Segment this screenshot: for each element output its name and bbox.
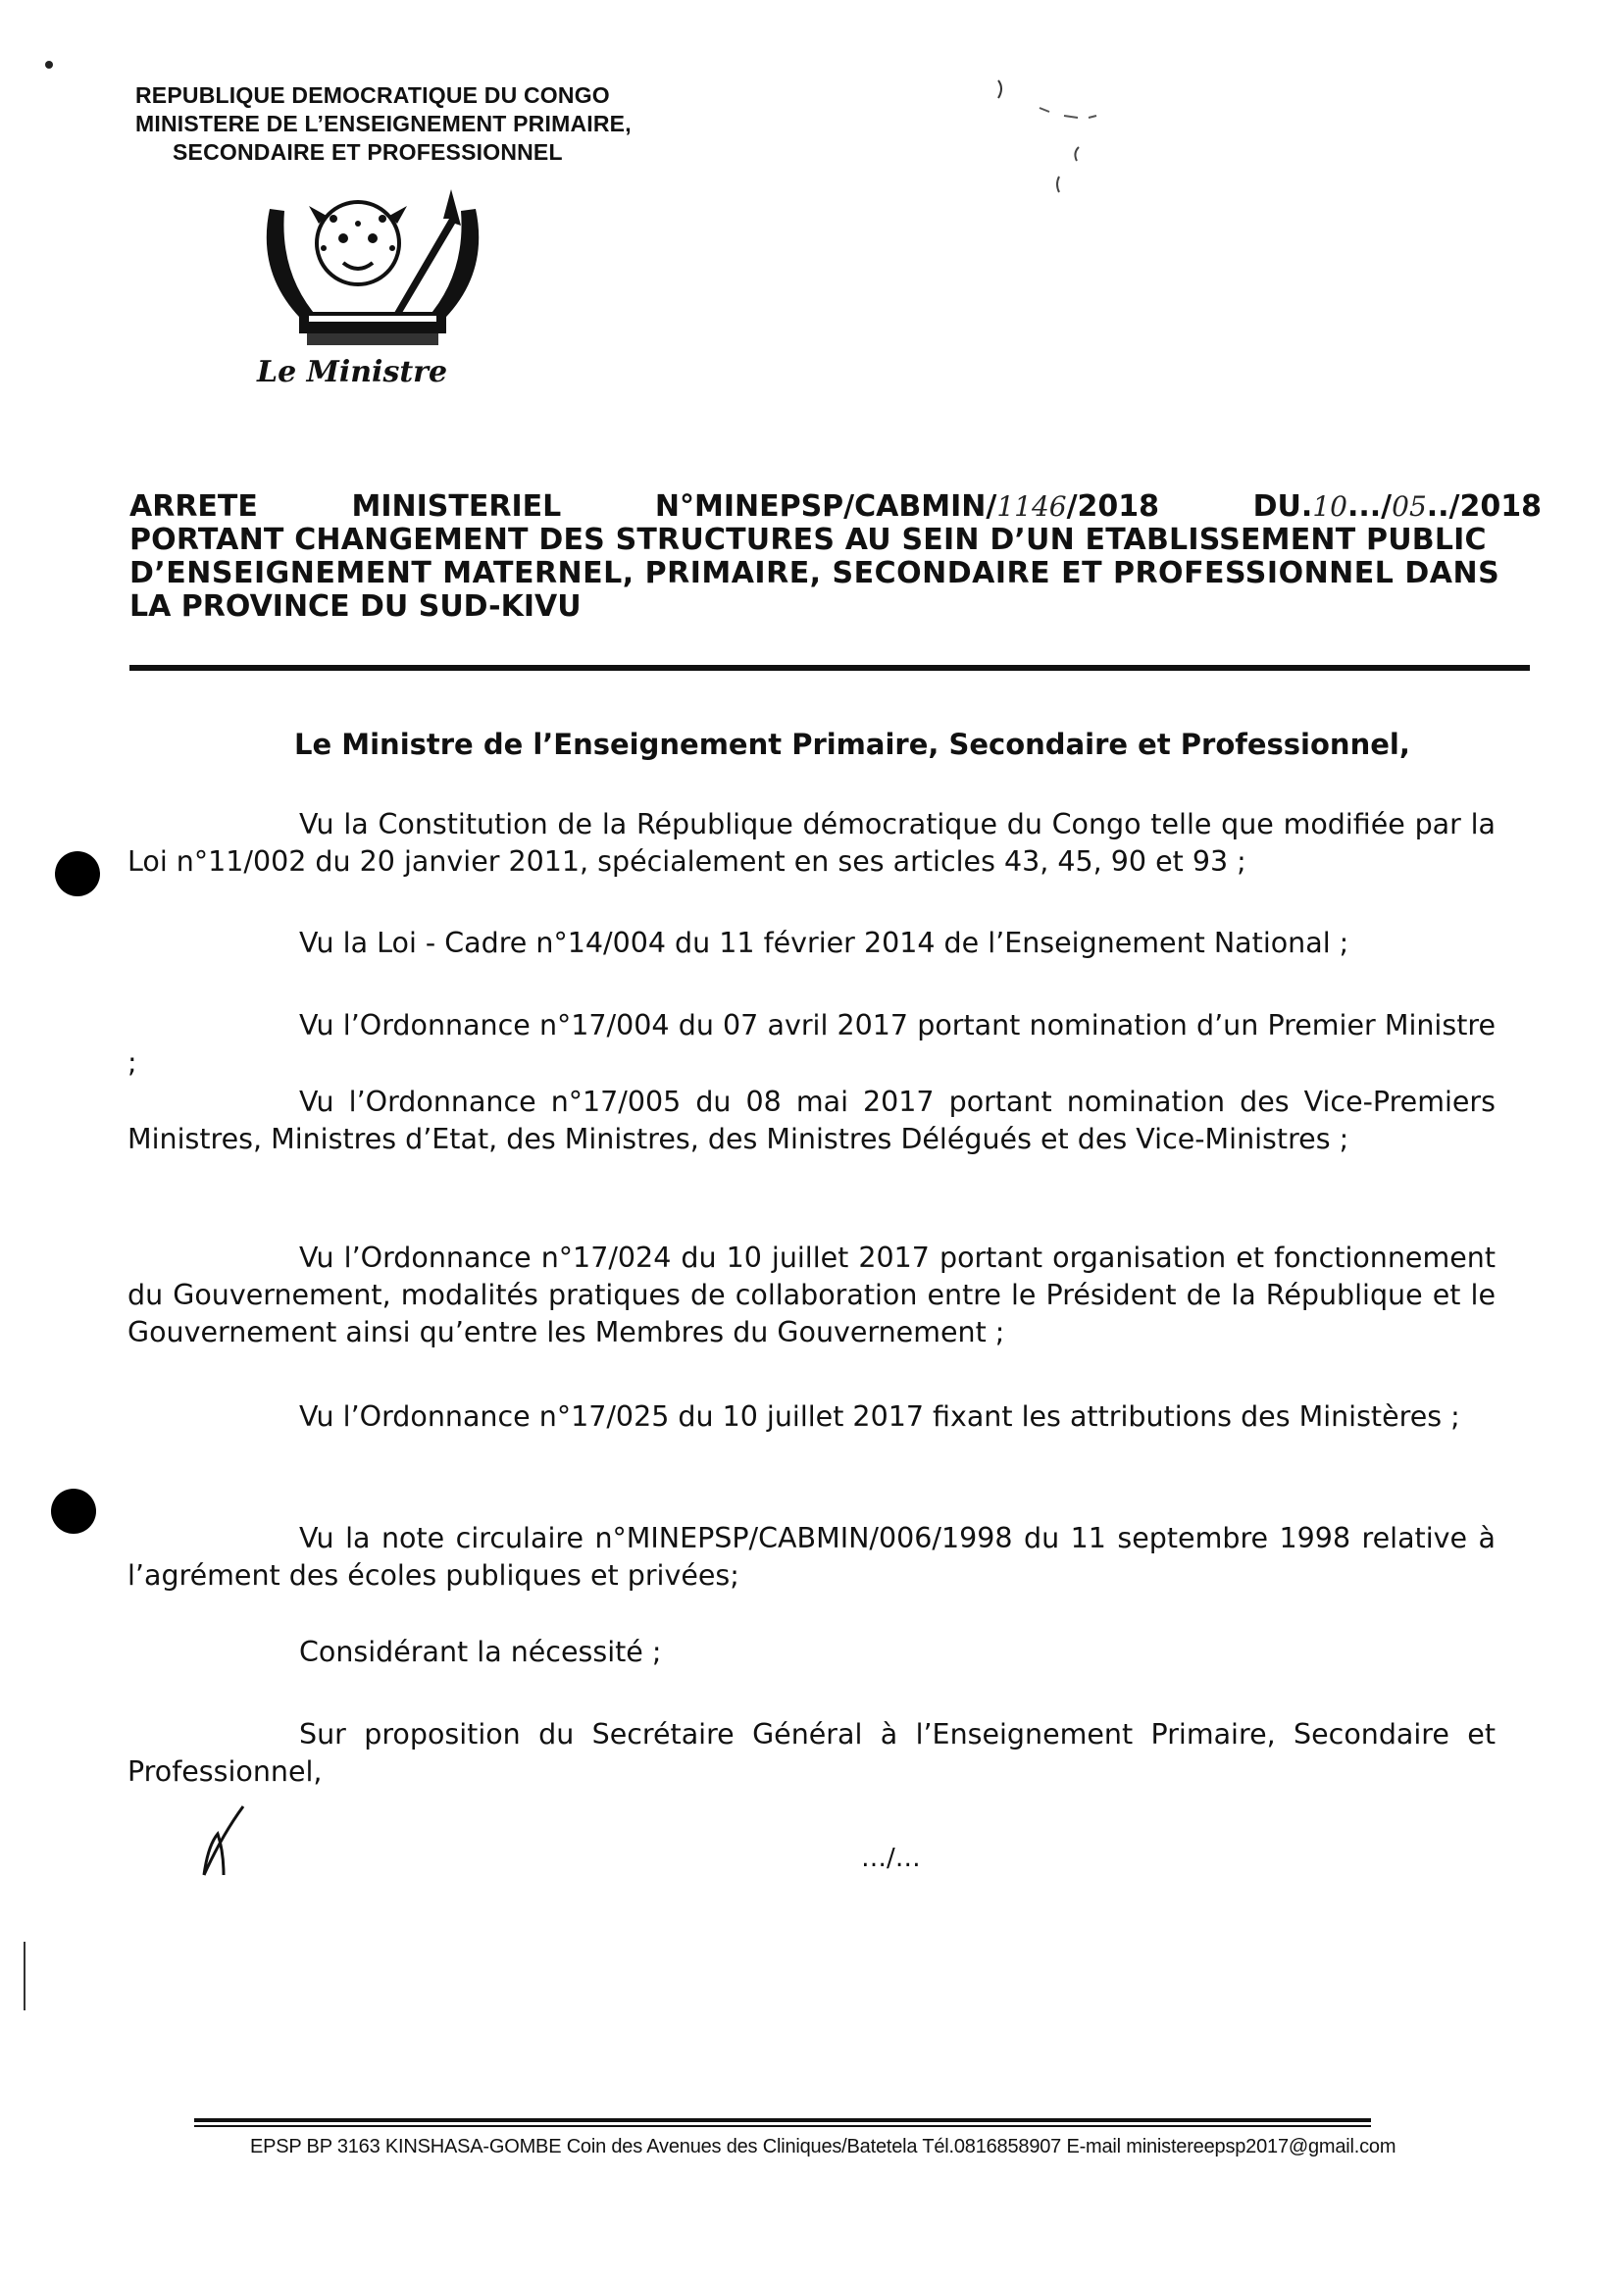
recital-loi-cadre: Vu la Loi - Cadre n°14/004 du 11 février 2014 de l’Enseignement National ;	[299, 927, 1349, 959]
recital-ordonnance-17-025: Vu l’Ordonnance n°17/025 du 10 juillet 2017 fixant les attributions des Ministères ;	[299, 1400, 1460, 1433]
punch-hole-upper	[55, 851, 100, 896]
decree-subject-line-2: D’ENSEIGNEMENT MATERNEL, PRIMAIRE, SECONDAIRE ET PROFESSIONNEL DANS	[129, 556, 1500, 590]
decree-kind: MINISTERIEL	[351, 489, 562, 524]
footer-rule	[194, 2118, 1371, 2122]
handwritten-scribbles	[971, 69, 1167, 245]
handwritten-month: 05	[1392, 490, 1427, 523]
signature-block-title: Le Ministre	[257, 355, 448, 389]
recital-ordonnance-17-005: Vu l’Ordonnance n°17/005 du 08 mai 2017 portant nomination des Vice-Premiers Ministres, Ministres d’Etat, des Ministres, des Ministres Délégués et des Vice-Ministres ;	[127, 1086, 1496, 1155]
recital-ordonnance-17-004: Vu l’Ordonnance n°17/004 du 07 avril 2017 portant nomination d’un Premier Ministre ;	[127, 1009, 1496, 1079]
header-ministry-cont: SECONDAIRE ET PROFESSIONNEL	[173, 139, 563, 165]
title-underline	[129, 665, 1530, 671]
header-ministry: MINISTERE DE L’ENSEIGNEMENT PRIMAIRE,	[135, 111, 632, 136]
footer-rule-thin	[194, 2125, 1371, 2127]
handwritten-day: 10	[1312, 490, 1347, 523]
recital-constitution: Vu la Constitution de la République démocratique du Congo telle que modifiée par la Loi n°11/002 du 20 janvier 2011, spécialement en ses articles 43, 45, 90 et 93 ;	[127, 808, 1496, 878]
margin-speck	[45, 61, 53, 69]
recital-note-circulaire: Vu la note circulaire n°MINEPSP/CABMIN/006/1998 du 11 septembre 1998 relative à l’agrément des écoles publiques et privées;	[127, 1522, 1496, 1592]
handwritten-initial	[186, 1802, 255, 1886]
recital-necessite: Considérant la nécessité ;	[299, 1636, 662, 1668]
decree-type: ARRETE	[129, 489, 258, 524]
header-republic: REPUBLIQUE DEMOCRATIQUE DU CONGO	[135, 82, 610, 108]
punch-hole-lower	[51, 1489, 96, 1534]
decree-subject-line-3: LA PROVINCE DU SUD-KIVU	[129, 589, 582, 624]
recital-ordonnance-17-024: Vu l’Ordonnance n°17/024 du 10 juillet 2017 portant organisation et fonctionnement du Gouvernement, modalités pratiques de collaboration entre le Président de la République et le Gouvernement ainsi qu’entre les Membres du Gouvernement ;	[127, 1242, 1496, 1348]
scan-edge-mark	[24, 1942, 25, 2010]
decree-number: N°MINEPSP/CABMIN/1146/2018	[654, 489, 1160, 524]
continuation-mark: …/…	[861, 1844, 921, 1873]
handwritten-number: 1146	[996, 490, 1067, 523]
decree-date: DU.10.../05../2018	[1252, 489, 1543, 524]
decree-title	[129, 490, 1542, 624]
recital-proposition: Sur proposition du Secrétaire Général à l’Enseignement Primaire, Secondaire et Professionnel,	[127, 1718, 1496, 1788]
decree-reference	[129, 490, 1542, 524]
decree-subject-line-1: PORTANT CHANGEMENT DES STRUCTURES AU SEIN D’UN ETABLISSEMENT PUBLIC	[129, 523, 1487, 557]
footer-contact: EPSP BP 3163 KINSHASA-GOMBE Coin des Avenues des Cliniques/Batetela Tél.0816858907 E-mail ministereepsp2017@gmail.com	[250, 2136, 1396, 2157]
minister-heading: Le Ministre de l’Enseignement Primaire, Secondaire et Professionnel,	[294, 728, 1410, 761]
coat-of-arms-leopard-icon	[250, 184, 495, 356]
